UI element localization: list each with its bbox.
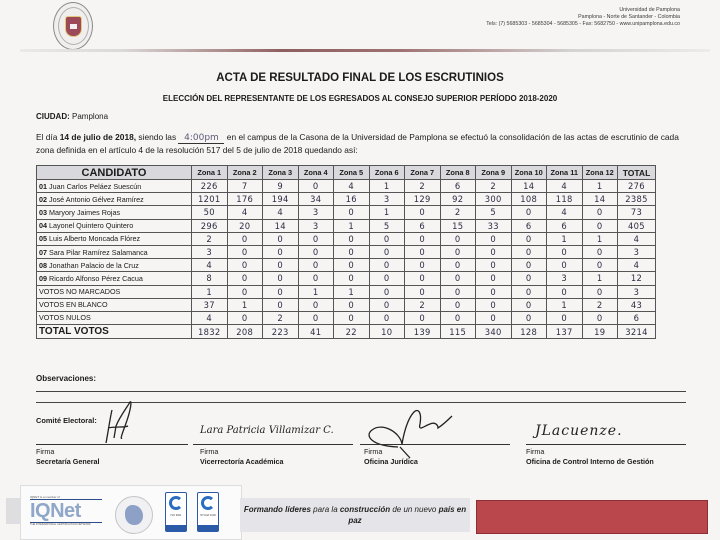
zona-1-cell: 296 <box>192 219 228 232</box>
zona-7-cell: 2 <box>405 298 441 311</box>
zona-6-cell: 0 <box>369 311 405 324</box>
table-row <box>37 298 656 311</box>
zona-12-cell: 1 <box>582 180 618 193</box>
zona-1-cell: 226 <box>192 180 228 193</box>
office-label: Vicerrectoría Académica <box>200 457 284 466</box>
zona-8-cell: 15 <box>440 219 476 232</box>
candidate-number: 07 <box>39 247 47 257</box>
zona-10-cell: 108 <box>511 193 547 206</box>
zona-2-cell: 0 <box>227 259 263 272</box>
zona-4-cell: 0 <box>298 180 334 193</box>
candidate-cell <box>37 311 192 324</box>
signature-line <box>526 444 686 445</box>
zona-9-cell: 0 <box>476 259 512 272</box>
zona-8-cell: 0 <box>440 272 476 285</box>
total-cell: 3214 <box>618 325 656 339</box>
city-label: CIUDAD: <box>36 112 70 121</box>
office-label: Secretaría General <box>36 457 100 466</box>
institution-name: Universidad de Pamplona <box>619 7 680 13</box>
zona-4-cell: 0 <box>298 259 334 272</box>
motto-bold: construcción <box>339 505 391 514</box>
candidate-cell <box>37 325 192 339</box>
header-candidate: CANDIDATO <box>37 166 192 180</box>
zona-11-cell: 0 <box>547 285 583 298</box>
zona-1-cell: 3 <box>192 245 228 258</box>
zona-9-cell: 5 <box>476 206 512 219</box>
zona-6-cell: 10 <box>369 325 405 339</box>
zona-9-cell: 0 <box>476 232 512 245</box>
zona-4-cell: 3 <box>298 219 334 232</box>
zona-2-cell: 176 <box>227 193 263 206</box>
zona-7-cell: 0 <box>405 285 441 298</box>
icontec-iso9001-icon <box>165 492 187 532</box>
zona-5-cell: 22 <box>334 325 370 339</box>
header-zona-2: Zona 2 <box>227 166 263 180</box>
zona-11-cell: 4 <box>547 206 583 219</box>
zona-3-cell: 2 <box>263 311 299 324</box>
zona-7-cell: 0 <box>405 245 441 258</box>
zona-10-cell: 0 <box>511 206 547 219</box>
zona-7-cell: 0 <box>405 311 441 324</box>
zona-8-cell: 2 <box>440 206 476 219</box>
zona-5-cell: 0 <box>334 298 370 311</box>
zona-3-cell: 0 <box>263 245 299 258</box>
motto-bold: país en paz <box>348 505 467 525</box>
zona-6-cell: 1 <box>369 206 405 219</box>
zona-7-cell: 6 <box>405 219 441 232</box>
zona-3-cell: 14 <box>263 219 299 232</box>
zona-5-cell: 1 <box>334 285 370 298</box>
header-zona-5: Zona 5 <box>334 166 370 180</box>
zona-4-cell: 0 <box>298 311 334 324</box>
zona-2-cell: 20 <box>227 219 263 232</box>
total-cell: 276 <box>618 180 656 193</box>
zona-6-cell: 0 <box>369 232 405 245</box>
candidate-cell <box>37 232 192 245</box>
signature-control-interno: JLacuenze. <box>535 423 623 439</box>
table-row <box>37 206 656 219</box>
zona-8-cell: 6 <box>440 180 476 193</box>
zona-7-cell: 2 <box>405 180 441 193</box>
zona-4-cell: 0 <box>298 272 334 285</box>
zona-9-cell: 33 <box>476 219 512 232</box>
zona-11-cell: 0 <box>547 245 583 258</box>
candidate-number: 03 <box>39 207 47 217</box>
zona-5-cell: 0 <box>334 311 370 324</box>
header-total: TOTAL <box>618 166 656 180</box>
zona-7-cell: 0 <box>405 232 441 245</box>
zona-6-cell: 3 <box>369 193 405 206</box>
candidate-name: Layonel Quintero Quintero <box>49 221 134 231</box>
header-zona-6: Zona 6 <box>369 166 405 180</box>
motto-text: de un nuevo <box>390 505 439 514</box>
motto-text: para la <box>310 505 340 514</box>
zona-9-cell: 0 <box>476 245 512 258</box>
candidate-name: Sara Pilar Ramírez Salamanca <box>49 247 148 257</box>
zona-5-cell: 1 <box>334 219 370 232</box>
zona-12-cell: 1 <box>582 232 618 245</box>
candidate-number: 01 <box>39 181 47 191</box>
zona-11-cell: 137 <box>547 325 583 339</box>
iqnet-wordmark: IQNet <box>30 500 81 522</box>
zona-4-cell: 0 <box>298 232 334 245</box>
zona-11-cell: 3 <box>547 272 583 285</box>
zona-1-cell: 4 <box>192 259 228 272</box>
zona-11-cell: 1 <box>547 298 583 311</box>
committee-label: Comité Electoral: <box>36 416 97 425</box>
candidate-cell <box>37 180 192 193</box>
observations-line <box>36 391 686 392</box>
table-row <box>37 180 656 193</box>
zona-7-cell: 0 <box>405 259 441 272</box>
candidate-number: 09 <box>39 273 47 283</box>
zona-10-cell: 0 <box>511 232 547 245</box>
zona-4-cell: 1 <box>298 285 334 298</box>
firma-label: Firma <box>526 447 545 456</box>
total-cell: 4 <box>618 232 656 245</box>
header-zona-7: Zona 7 <box>405 166 441 180</box>
candidate-cell <box>37 272 192 285</box>
table-row <box>37 259 656 272</box>
zona-1-cell: 2 <box>192 232 228 245</box>
zona-12-cell: 2 <box>582 298 618 311</box>
header-contact-block <box>486 7 680 28</box>
zona-10-cell: 6 <box>511 219 547 232</box>
zona-8-cell: 0 <box>440 232 476 245</box>
city-line <box>36 112 108 121</box>
candidate-number: 02 <box>39 194 47 204</box>
zona-4-cell: 34 <box>298 193 334 206</box>
candidate-cell <box>37 245 192 258</box>
zona-6-cell: 5 <box>369 219 405 232</box>
candidate-cell <box>37 285 192 298</box>
zona-11-cell: 0 <box>547 259 583 272</box>
zona-12-cell: 1 <box>582 272 618 285</box>
zona-2-cell: 0 <box>227 245 263 258</box>
signature-caption-secretaria <box>36 447 100 467</box>
zona-3-cell: 0 <box>263 272 299 285</box>
motto-bold: Formando líderes <box>243 505 311 514</box>
office-label: Oficina Jurídica <box>364 457 418 466</box>
total-cell: 3 <box>618 285 656 298</box>
zona-3-cell: 9 <box>263 180 299 193</box>
colombia-map-seal-icon <box>115 496 153 534</box>
institution-contact: Tels: (7) 5685303 - 5685304 - 5685305 - Fax: 5682750 - www.unipamplona.edu.co <box>486 21 680 27</box>
header-zona-9: Zona 9 <box>476 166 512 180</box>
zona-12-cell: 0 <box>582 285 618 298</box>
table-row <box>37 311 656 324</box>
zona-6-cell: 0 <box>369 245 405 258</box>
zona-6-cell: 0 <box>369 259 405 272</box>
header-zona-12: Zona 12 <box>582 166 618 180</box>
firma-label: Firma <box>364 447 383 456</box>
zona-5-cell: 0 <box>334 206 370 219</box>
zona-4-cell: 41 <box>298 325 334 339</box>
table-row <box>37 245 656 258</box>
header-zona-8: Zona 8 <box>440 166 476 180</box>
para-text: El día <box>36 132 60 142</box>
signature-caption-juridica <box>364 447 418 467</box>
zona-12-cell: 0 <box>582 259 618 272</box>
zona-7-cell: 0 <box>405 206 441 219</box>
zona-6-cell: 0 <box>369 298 405 311</box>
table-row <box>37 193 656 206</box>
iqnet-bottom-text: THE INTERNATIONAL CERTIFICATION NETWORK <box>30 522 102 527</box>
signature-secretaria-general <box>98 398 138 448</box>
zona-10-cell: 0 <box>511 311 547 324</box>
total-cell: 6 <box>618 311 656 324</box>
candidate-name: Luis Alberto Moncada Flórez <box>49 234 141 244</box>
signature-caption-control-interno <box>526 447 654 467</box>
candidate-cell <box>37 193 192 206</box>
zona-3-cell: 194 <box>263 193 299 206</box>
office-label: Oficina de Control Interno de Gestión <box>526 457 654 466</box>
zona-7-cell: 139 <box>405 325 441 339</box>
zona-11-cell: 1 <box>547 232 583 245</box>
zona-10-cell: 128 <box>511 325 547 339</box>
firma-label: Firma <box>200 447 219 456</box>
signature-vicerrectoria: Lara Patricia Villamizar C. <box>200 425 334 436</box>
header-zona-4: Zona 4 <box>298 166 334 180</box>
table-row <box>37 272 656 285</box>
zona-3-cell: 4 <box>263 206 299 219</box>
zona-5-cell: 0 <box>334 272 370 285</box>
zona-1-cell: 1201 <box>192 193 228 206</box>
document-title: ACTA DE RESULTADO FINAL DE LOS ESCRUTINIOS <box>216 72 504 84</box>
para-date: 14 de julio de 2018, <box>59 132 137 142</box>
table-row <box>37 232 656 245</box>
zona-8-cell: 0 <box>440 245 476 258</box>
zona-8-cell: 92 <box>440 193 476 206</box>
signature-line <box>360 444 510 445</box>
table-row <box>37 285 656 298</box>
zona-2-cell: 0 <box>227 285 263 298</box>
zona-10-cell: 0 <box>511 272 547 285</box>
header-zona-1: Zona 1 <box>192 166 228 180</box>
zona-11-cell: 6 <box>547 219 583 232</box>
candidate-name: Juan Carlos Peláez Suescún <box>49 181 142 191</box>
zona-2-cell: 7 <box>227 180 263 193</box>
candidate-name: TOTAL VOTOS <box>39 326 109 338</box>
zona-1-cell: 1832 <box>192 325 228 339</box>
zona-12-cell: 14 <box>582 193 618 206</box>
zona-11-cell: 0 <box>547 311 583 324</box>
candidate-name: VOTOS NO MARCADOS <box>39 287 121 297</box>
zona-5-cell: 16 <box>334 193 370 206</box>
zona-10-cell: 0 <box>511 298 547 311</box>
zona-1-cell: 8 <box>192 272 228 285</box>
table-body <box>37 180 656 339</box>
document-subtitle: ELECCIÓN DEL REPRESENTANTE DE LOS EGRESADOS AL CONSEJO SUPERIOR PERÍODO 2018-2020 <box>162 94 558 103</box>
candidate-cell <box>37 206 192 219</box>
zona-1-cell: 4 <box>192 311 228 324</box>
icontec-ntcgp1000-icon <box>197 492 219 532</box>
signature-caption-vicerrectoria <box>200 447 284 467</box>
zona-2-cell: 0 <box>227 311 263 324</box>
zona-4-cell: 0 <box>298 245 334 258</box>
iqnet-logo <box>30 495 110 535</box>
candidate-cell <box>37 298 192 311</box>
zona-4-cell: 0 <box>298 298 334 311</box>
zona-9-cell: 0 <box>476 298 512 311</box>
zona-7-cell: 0 <box>405 272 441 285</box>
candidate-cell <box>37 259 192 272</box>
candidate-number: 05 <box>39 234 47 244</box>
zona-2-cell: 208 <box>227 325 263 339</box>
zona-12-cell: 0 <box>582 206 618 219</box>
total-votes-row <box>37 325 656 339</box>
header-zona-10: Zona 10 <box>511 166 547 180</box>
zona-9-cell: 2 <box>476 180 512 193</box>
candidate-name: VOTOS EN BLANCO <box>39 300 108 310</box>
zona-5-cell: 4 <box>334 180 370 193</box>
firma-label: Firma <box>36 447 55 456</box>
zona-2-cell: 0 <box>227 232 263 245</box>
zona-1-cell: 37 <box>192 298 228 311</box>
total-cell: 73 <box>618 206 656 219</box>
zona-5-cell: 0 <box>334 259 370 272</box>
zona-11-cell: 4 <box>547 180 583 193</box>
institution-motto <box>240 498 470 532</box>
institution-location: Pamplona - Norte de Santander - Colombia <box>578 14 680 20</box>
zona-9-cell: 0 <box>476 311 512 324</box>
candidate-name: Maryory Jaimes Rojas <box>49 207 121 217</box>
zona-3-cell: 0 <box>263 298 299 311</box>
zona-9-cell: 0 <box>476 272 512 285</box>
total-cell: 12 <box>618 272 656 285</box>
zona-2-cell: 0 <box>227 272 263 285</box>
zona-5-cell: 0 <box>334 232 370 245</box>
zona-8-cell: 0 <box>440 285 476 298</box>
zona-1-cell: 50 <box>192 206 228 219</box>
cert-label: ISO 9001 <box>170 514 182 517</box>
total-cell: 2385 <box>618 193 656 206</box>
intro-paragraph <box>36 131 686 157</box>
total-cell: 405 <box>618 219 656 232</box>
zona-8-cell: 0 <box>440 298 476 311</box>
table-header-row <box>37 166 656 180</box>
candidate-name: Jonathan Palacio de la Cruz <box>49 260 139 270</box>
zona-9-cell: 340 <box>476 325 512 339</box>
zona-3-cell: 0 <box>263 259 299 272</box>
candidate-name: VOTOS NULOS <box>39 313 91 323</box>
zona-1-cell: 1 <box>192 285 228 298</box>
candidate-cell <box>37 219 192 232</box>
zona-10-cell: 0 <box>511 259 547 272</box>
signature-line <box>36 444 188 445</box>
zona-12-cell: 0 <box>582 311 618 324</box>
zona-6-cell: 0 <box>369 272 405 285</box>
zona-3-cell: 0 <box>263 232 299 245</box>
total-cell: 43 <box>618 298 656 311</box>
zona-11-cell: 118 <box>547 193 583 206</box>
candidate-number: 08 <box>39 260 47 270</box>
zona-7-cell: 129 <box>405 193 441 206</box>
zona-8-cell: 115 <box>440 325 476 339</box>
zona-9-cell: 300 <box>476 193 512 206</box>
iqnet-top-text: IQNET is a member of <box>30 495 102 500</box>
candidate-number: 04 <box>39 221 47 231</box>
zona-12-cell: 0 <box>582 219 618 232</box>
header-zona-3: Zona 3 <box>263 166 299 180</box>
zona-2-cell: 4 <box>227 206 263 219</box>
signature-line <box>193 444 353 445</box>
zona-10-cell: 0 <box>511 285 547 298</box>
zona-9-cell: 0 <box>476 285 512 298</box>
total-cell: 4 <box>618 259 656 272</box>
zona-10-cell: 14 <box>511 180 547 193</box>
zona-2-cell: 1 <box>227 298 263 311</box>
zona-6-cell: 0 <box>369 285 405 298</box>
zona-12-cell: 19 <box>582 325 618 339</box>
cert-label: NTCGP 1000 <box>200 514 216 517</box>
zona-5-cell: 0 <box>334 245 370 258</box>
zona-3-cell: 0 <box>263 285 299 298</box>
candidate-name: Ricardo Alfonso Pérez Cacua <box>49 273 143 283</box>
results-table <box>36 165 656 339</box>
zona-8-cell: 0 <box>440 311 476 324</box>
observations-label: Observaciones: <box>36 374 97 383</box>
university-seal-icon <box>53 2 93 50</box>
table-row <box>37 219 656 232</box>
handwritten-time: 4:00pm <box>178 134 224 144</box>
zona-12-cell: 0 <box>582 245 618 258</box>
footer-red-band <box>476 500 708 534</box>
header-divider <box>20 49 710 52</box>
zona-6-cell: 1 <box>369 180 405 193</box>
zona-4-cell: 3 <box>298 206 334 219</box>
para-text: en el campus de la Casona de la Universidad de Pamplona se efectuó la consolidación de las actas de escrutinio de cada zona definida en el artículo 4 de la resolución 517 del 5 de julio de 2018 quedando así: <box>36 132 679 155</box>
para-text: siendo las <box>136 132 179 142</box>
city-value: Pamplona <box>72 112 109 121</box>
header-zona-11: Zona 11 <box>547 166 583 180</box>
candidate-name: José Antonio Gélvez Ramírez <box>49 194 144 204</box>
zona-8-cell: 0 <box>440 259 476 272</box>
total-cell: 3 <box>618 245 656 258</box>
zona-10-cell: 0 <box>511 245 547 258</box>
zona-3-cell: 223 <box>263 325 299 339</box>
